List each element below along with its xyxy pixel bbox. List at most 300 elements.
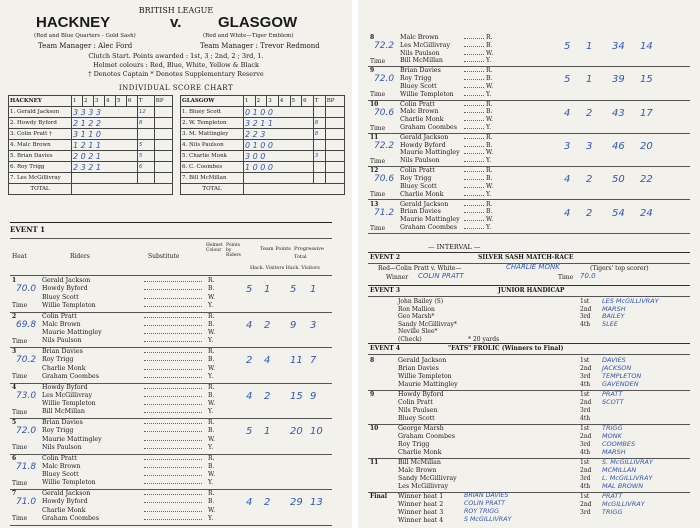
event4-rider: Bluey Scott xyxy=(398,415,435,422)
event3-result: BAILEY xyxy=(602,312,625,320)
event3-header xyxy=(368,285,690,297)
heat-time: 70.6 xyxy=(374,107,395,118)
rider-name: Bill McMillan xyxy=(400,57,443,65)
event3-title: EVENT 3 xyxy=(370,287,401,294)
team-score: 20 xyxy=(290,426,303,437)
rider-name: Willie Templeton xyxy=(42,400,96,408)
rider-name: Gerald Jackson xyxy=(42,490,91,497)
team-score: 29 xyxy=(290,497,303,508)
home-marks: 2 0 2 1 xyxy=(72,151,138,162)
col-head: T xyxy=(137,96,154,107)
helmet-colour: B. xyxy=(208,427,215,435)
dot-leader xyxy=(464,128,484,129)
team-score: 15 xyxy=(640,74,653,86)
interval-label: — INTERVAL — xyxy=(428,243,481,251)
rider-name: Gerald Jackson xyxy=(400,200,449,208)
substitute-line xyxy=(144,423,202,424)
helmet-colour: W. xyxy=(486,182,494,190)
helmet-colour: Y. xyxy=(486,57,492,65)
rider-name: Malc Brown xyxy=(400,34,439,41)
event4-rider: Colin Pratt xyxy=(398,399,433,406)
heat-row xyxy=(10,489,332,526)
heat-number: 2 xyxy=(12,312,17,320)
event3-rider: John Bailey (S) xyxy=(398,298,444,305)
team-score: 15 xyxy=(290,390,303,402)
event4-rider: Les McGillivray xyxy=(398,483,449,490)
event4-rider: Nils Paulsen xyxy=(398,407,438,414)
event3-twenty: * 20 yards xyxy=(468,336,500,343)
time-label: Time xyxy=(12,408,28,416)
event1-title: EVENT 1 xyxy=(10,225,46,234)
helmet-header: Helmet Colour xyxy=(206,243,223,253)
heat-time: 69.8 xyxy=(16,319,37,330)
away-total xyxy=(313,140,325,151)
dot-leader xyxy=(464,220,484,221)
home-total: 5 xyxy=(137,140,154,151)
heat-number: 3 xyxy=(12,348,17,355)
event4-rider: Malc Brown xyxy=(398,467,437,474)
rider-name: Nils Paulson xyxy=(42,337,82,345)
heat-row xyxy=(10,276,332,313)
home-marks: 3 1 1 0 xyxy=(72,129,138,140)
substitute-line xyxy=(144,404,202,405)
helmet-colour: R. xyxy=(208,348,215,355)
rider-name: Howdy Byford xyxy=(42,285,88,293)
col-head: 4 xyxy=(104,96,115,107)
dot-leader xyxy=(464,112,484,113)
team-score: 13 xyxy=(310,497,323,508)
event2-winner-label: Winner xyxy=(386,274,409,281)
home-rider: 2. Howdy Byford xyxy=(9,118,72,129)
helmet-colour: R. xyxy=(208,383,215,391)
heat-row xyxy=(10,454,332,491)
right-heat-row xyxy=(368,33,690,67)
helmet-colour: R. xyxy=(486,167,493,175)
home-total: 12 xyxy=(137,107,154,118)
event4-group xyxy=(368,424,690,459)
right-heat-row xyxy=(368,166,690,200)
helmet-colour: B. xyxy=(486,108,493,116)
rider-name: Brian Davies xyxy=(400,208,441,216)
final-label: Final xyxy=(370,493,388,500)
dot-leader xyxy=(464,195,484,196)
event4-result: TRIGG xyxy=(602,424,623,432)
helmet-colour: Y. xyxy=(486,123,492,131)
team-score: 39 xyxy=(612,74,625,86)
helmet-colour: Y. xyxy=(208,479,214,487)
dot-leader xyxy=(464,120,484,121)
away-manager: Team Manager : Trevor Redmond xyxy=(200,42,320,50)
helmet-colour: Y. xyxy=(208,443,214,451)
event4-rider: Sandy McGillivray xyxy=(398,475,457,482)
substitute-line xyxy=(144,511,202,512)
team-score: 4 xyxy=(564,207,571,219)
substitute-line xyxy=(144,431,202,432)
helmet-colour: W. xyxy=(486,116,494,124)
col-head: 1 xyxy=(244,96,256,107)
helmet-colour: B. xyxy=(208,391,215,399)
event2-match: Red—Colin Pratt v. White— xyxy=(378,265,462,272)
team-score: 4 xyxy=(264,355,271,366)
time-label: Time xyxy=(370,224,386,232)
heat-time: 72.0 xyxy=(374,74,395,85)
event4-rider: Gerald Jackson xyxy=(398,357,447,364)
dot-leader xyxy=(464,54,484,55)
team-score: 2 xyxy=(264,497,271,508)
heat-time: 73.0 xyxy=(16,390,37,401)
away-rider: 1. Bluey Scott xyxy=(181,107,244,118)
event4-result: MAL BROWN xyxy=(602,482,644,490)
final-hand: COLIN PRATT xyxy=(464,500,506,507)
substitute-line xyxy=(144,502,202,503)
event4-place: 4th xyxy=(580,449,591,456)
heat-number: 12 xyxy=(370,167,379,175)
event3-place: 4th xyxy=(580,320,591,328)
event4-place: 4th xyxy=(580,415,591,422)
rider-name: Howdy Byford xyxy=(42,498,88,506)
away-colours: (Red and White—Tiger Emblem) xyxy=(203,33,294,39)
team-score: 4 xyxy=(246,319,253,331)
helmet-colour: R. xyxy=(208,277,215,284)
event4-group xyxy=(368,458,690,493)
team-score: 5 xyxy=(564,41,571,52)
event4-result: MARSH xyxy=(602,448,626,456)
right-heat-row xyxy=(368,133,690,167)
helmet-colour: R. xyxy=(486,67,493,75)
rider-name: Nils Paulson xyxy=(42,443,82,451)
dot-leader xyxy=(464,95,484,96)
final-entry: Winner heat 2 xyxy=(398,501,444,508)
event2-note: (Tigers' top scorer) xyxy=(590,265,649,272)
rider-name: Willie Templeton xyxy=(42,479,96,487)
col-head: 1 xyxy=(72,96,83,107)
rider-name: Maurie Mattingley xyxy=(400,149,460,157)
dot-leader xyxy=(464,146,484,147)
final-hand: ROY TRIGG xyxy=(464,508,500,515)
dot-leader xyxy=(464,79,484,80)
points-header: Points by Riders xyxy=(226,243,241,258)
heat-number: 11 xyxy=(370,133,379,141)
helmet-colour: Y. xyxy=(208,372,214,380)
team-score: 5 xyxy=(564,74,571,86)
away-total: 8 xyxy=(313,129,325,140)
event4-result: L. McGILLIVRAY xyxy=(602,474,653,482)
rider-name: Les McGillivray xyxy=(42,391,93,399)
team-score: 5 xyxy=(246,426,253,437)
right-page xyxy=(358,0,700,528)
home-total: 6 xyxy=(137,162,154,173)
heat-number: 4 xyxy=(12,383,17,391)
col-head: 2 xyxy=(255,96,267,107)
event3-rider: Neville Slee* xyxy=(398,328,438,335)
event4-place: 3rd xyxy=(580,441,591,448)
helmet-colour: B. xyxy=(486,41,493,49)
event4-result: S. McGILLIVRAY xyxy=(602,458,653,466)
event4-group-number: 11 xyxy=(370,459,379,466)
col-head: BP xyxy=(154,96,172,107)
final-result: McGILLIVRAY xyxy=(602,500,645,508)
rider-name: Gerald Jackson xyxy=(42,277,91,284)
event3-rider: Ron Mallion xyxy=(398,305,435,313)
time-label: Time xyxy=(12,515,28,522)
event4-result: GAVENDEN xyxy=(602,380,639,388)
helmet-colour: B. xyxy=(486,141,493,149)
event4-group xyxy=(368,390,690,425)
team-score: 54 xyxy=(612,207,625,219)
rider-name: Willie Templeton xyxy=(400,90,454,98)
team-score: 3 xyxy=(586,140,593,152)
event4-rider: Willie Templeton xyxy=(398,373,452,380)
league-title: BRITISH LEAGUE xyxy=(138,6,214,15)
event4-place: 3rd xyxy=(580,373,591,380)
team-score: 4 xyxy=(564,107,571,119)
rider-name: Roy Trigg xyxy=(400,75,432,83)
heat-number: 9 xyxy=(370,67,375,75)
dot-leader xyxy=(464,87,484,88)
rider-name: Bluey Scott xyxy=(42,293,79,301)
substitute-line xyxy=(144,440,202,441)
rider-name: Colin Pratt xyxy=(42,312,77,320)
team-score: 1 xyxy=(310,284,317,295)
score-chart-title: INDIVIDUAL SCORE CHART xyxy=(118,84,234,92)
home-marks: 2 3 2 1 xyxy=(72,162,138,173)
event4-rider: Bill McMillan xyxy=(398,459,441,466)
event4-place: 4th xyxy=(580,483,591,490)
rider-name: Charlie Monk xyxy=(42,364,86,372)
final-place: 1st xyxy=(580,493,590,500)
event4-place: 1st xyxy=(580,425,590,432)
event4-group-number: 9 xyxy=(370,391,375,398)
col-head: BP xyxy=(325,96,344,107)
time-label: Time xyxy=(12,302,28,309)
event1-header xyxy=(10,238,332,276)
helmet-colour: R. xyxy=(208,490,215,497)
event4-group-number: 10 xyxy=(370,425,379,432)
helmet-colour: R. xyxy=(208,454,215,462)
rider-name: Colin Pratt xyxy=(400,100,435,108)
helmet-colour: B. xyxy=(208,320,215,328)
final-entry: Winner heat 1 xyxy=(398,493,444,500)
event4-rider: Charlie Monk xyxy=(398,449,442,456)
rider-name: Charlie Monk xyxy=(42,506,86,514)
helmet-colour: W. xyxy=(208,293,216,301)
event1-rule xyxy=(10,222,332,223)
helmet-colour: W. xyxy=(486,149,494,157)
rider-name: Roy Trigg xyxy=(400,174,432,182)
substitute-line xyxy=(144,306,202,307)
event4-title: EVENT 4 xyxy=(370,345,401,352)
final-place: 2nd xyxy=(580,501,592,508)
time-label: Time xyxy=(370,124,386,132)
col-head: 4 xyxy=(278,96,290,107)
helmet-colour: R. xyxy=(208,419,215,426)
event2-title: EVENT 2 xyxy=(370,254,401,261)
home-colours: (Red and Blue Quarters - Gold Sash) xyxy=(34,33,136,39)
event4-group xyxy=(368,356,690,391)
rider-name: Colin Pratt xyxy=(400,167,435,175)
team-score: 9 xyxy=(290,319,297,331)
helmet-colour: W. xyxy=(208,400,216,408)
heat-number: 10 xyxy=(370,100,379,108)
rider-name: Bill McMillan xyxy=(42,408,85,416)
home-marks: 2 1 2 2 xyxy=(72,118,138,129)
versus: v. xyxy=(170,14,182,31)
away-total: 8 xyxy=(313,118,325,129)
event3-rider: Geo Marsh* xyxy=(398,313,435,320)
helmet-colour: W. xyxy=(208,471,216,479)
helmet-colour: W. xyxy=(208,364,216,372)
dot-leader xyxy=(464,161,484,162)
rider-name: Bluey Scott xyxy=(400,182,437,190)
away-rider: 6. C. Coombes xyxy=(181,162,244,173)
helmet-colour: W. xyxy=(486,82,494,90)
col-head: 3 xyxy=(93,96,104,107)
substitute-line xyxy=(144,281,202,282)
event3-result: LES McGILLIVRAY xyxy=(602,297,659,305)
dot-leader xyxy=(464,153,484,154)
home-rider: 6. Roy Trigg xyxy=(9,162,72,173)
substitute-line xyxy=(144,317,202,318)
event2-time: 70.0 xyxy=(580,272,596,280)
event3-result: MARSH xyxy=(602,304,626,313)
col-head: 5 xyxy=(115,96,126,107)
heat-row xyxy=(10,312,332,349)
heat-time: 71.2 xyxy=(374,207,395,218)
col-head: 3 xyxy=(267,96,279,107)
rider-name: Malc Brown xyxy=(42,462,81,470)
dot-leader xyxy=(464,38,484,39)
heat-time: 72.2 xyxy=(374,41,395,51)
event4-place: 2nd xyxy=(580,467,592,474)
dot-leader xyxy=(464,171,484,172)
away-rider: 2. W. Templeton xyxy=(181,118,244,129)
rider-name: Maurie Mattingley xyxy=(400,216,460,224)
heat-time: 70.6 xyxy=(374,174,395,185)
heat-number: 13 xyxy=(370,200,379,208)
rider-name: Roy Trigg xyxy=(42,356,74,364)
helmet-colour: Y. xyxy=(208,301,214,309)
helmet-colour: B. xyxy=(486,75,493,83)
home-team: HACKNEY xyxy=(36,14,111,31)
heat-number: 8 xyxy=(370,34,375,41)
dot-leader xyxy=(464,46,484,47)
heat-time: 71.0 xyxy=(16,497,37,507)
team-score: 50 xyxy=(612,174,625,186)
away-rider: 5. Charlie Monk xyxy=(181,151,244,162)
team-score: 4 xyxy=(246,390,253,402)
away-marks: 3 2 1 1 xyxy=(244,118,314,129)
event4-rider: Roy Trigg xyxy=(398,441,430,448)
team-score: 43 xyxy=(612,107,625,119)
time-label: Time xyxy=(12,337,28,345)
rider-name: Malc Brown xyxy=(42,320,81,328)
away-marks: 1 0 0 0 xyxy=(244,162,314,173)
helmet-colour: Y. xyxy=(208,408,214,416)
helmet-colour: Y. xyxy=(486,90,492,98)
dot-leader xyxy=(464,105,484,106)
final-entry: Winner heat 3 xyxy=(398,509,444,516)
final-result: PRATT xyxy=(602,492,623,500)
helmet-colour: W. xyxy=(486,216,494,224)
away-team: GLASGOW xyxy=(218,14,298,31)
event4-result: PRATT xyxy=(602,390,623,398)
team-score: 3 xyxy=(310,319,317,331)
rider-name: Willie Templeton xyxy=(42,301,96,309)
rider-name: Maurie Mattingley xyxy=(42,329,102,337)
dot-leader xyxy=(464,205,484,206)
time-label: Time xyxy=(370,191,386,199)
substitute-header: Substitute xyxy=(148,253,180,260)
heat-time: 72.0 xyxy=(16,426,37,436)
rider-name: Gerald Jackson xyxy=(400,133,449,141)
team-score: 2 xyxy=(586,107,593,119)
helmet-colour: B. xyxy=(486,174,493,182)
final-entry: Winner heat 4 xyxy=(398,517,444,524)
rider-name: Graham Coombes xyxy=(42,514,99,522)
rider-name: Charlie Monk xyxy=(400,116,444,124)
event4-rider: Graham Coombes xyxy=(398,433,455,440)
home-total: 8 xyxy=(137,118,154,129)
substitute-line xyxy=(144,360,202,361)
away-rider: 4. Nils Paulson xyxy=(181,140,244,151)
substitute-line xyxy=(144,333,202,334)
time-label: Time xyxy=(370,91,386,99)
team-score: 20 xyxy=(640,140,653,152)
home-rider: 4. Malc Brown xyxy=(9,140,72,151)
event4-place: 3rd xyxy=(580,407,591,414)
event4-result: MCMILLAN xyxy=(602,466,637,474)
substitute-line xyxy=(144,369,202,370)
team-score: 5 xyxy=(290,284,297,295)
team-points-header: Team Points xyxy=(260,246,291,252)
substitute-line xyxy=(144,352,202,353)
substitute-line xyxy=(144,475,202,476)
rider-name: Brian Davies xyxy=(42,419,83,426)
event4-place: 3rd xyxy=(580,475,591,482)
time-label: Time xyxy=(370,58,386,65)
heat-number: 6 xyxy=(12,454,17,462)
rider-name: Colin Pratt xyxy=(42,454,77,462)
helmet-colour: R. xyxy=(208,312,215,320)
event4-place: 2nd xyxy=(580,399,592,406)
col-head: 6 xyxy=(302,96,314,107)
captain-line: † Denotes Captain * Denotes Supplementary Reserve xyxy=(88,70,264,78)
helmet-colour: R. xyxy=(486,200,493,208)
time-label: Time xyxy=(12,479,28,487)
team-score: 4 xyxy=(246,497,253,508)
rider-name: Maurie Mattingley xyxy=(42,435,102,443)
away-chart-label: GLASGOW xyxy=(181,96,244,107)
helmet-colour: Y. xyxy=(486,190,492,198)
col-head: 6 xyxy=(126,96,137,107)
right-heat-row xyxy=(368,66,690,100)
event4-final xyxy=(368,492,690,528)
away-total: 3 xyxy=(313,151,325,162)
event4-place: 4th xyxy=(580,381,591,388)
heat-time: 70.2 xyxy=(16,355,37,365)
away-total xyxy=(313,107,325,118)
helmet-colour: B. xyxy=(486,208,493,216)
rider-name: Howdy Byford xyxy=(400,141,446,149)
right-heat-row xyxy=(368,200,690,234)
team-score: 34 xyxy=(612,41,625,52)
dot-leader xyxy=(464,71,484,72)
substitute-line xyxy=(144,412,202,413)
away-rider: 3. M. Mattingley xyxy=(181,129,244,140)
heat-row xyxy=(10,418,332,455)
right-heat-row xyxy=(368,100,690,134)
rider-name: Charlie Monk xyxy=(400,190,444,198)
